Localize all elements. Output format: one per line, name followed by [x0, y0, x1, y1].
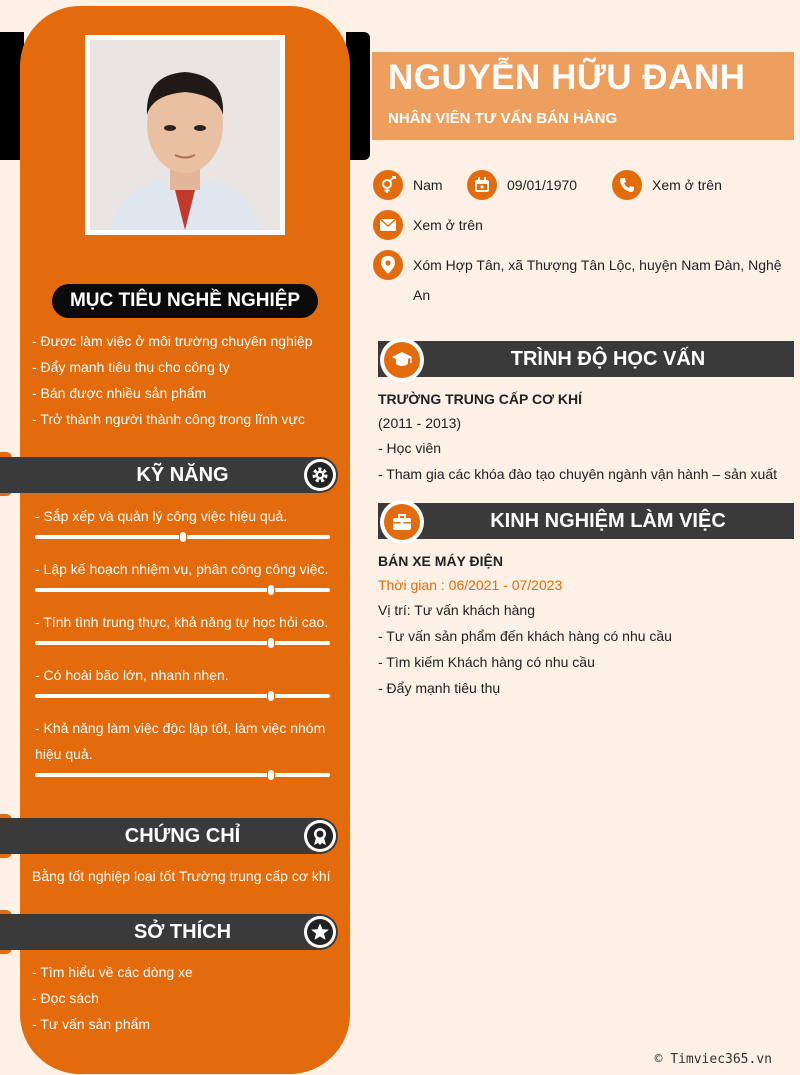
skill-level-knob	[180, 532, 186, 542]
skill-text: - Khả năng làm việc độc lập tốt, làm việc nhóm hiệu quả.	[35, 720, 326, 762]
phone-value: Xem ở trên	[652, 177, 722, 193]
skill-text: - Tính tình trung thực, khả năng tự học hỏi cao.	[35, 614, 329, 630]
list-item: - Tìm hiểu về các dòng xe	[32, 964, 193, 980]
skill-level-bar	[35, 535, 330, 539]
list-item: - Đọc sách	[32, 990, 99, 1006]
skills-header	[0, 457, 338, 493]
list-item: - Được làm việc ở môi trường chuyên nghiệp	[32, 333, 313, 349]
education-period: (2011 - 2013)	[378, 415, 462, 431]
calendar-icon	[467, 170, 497, 200]
skills-title: KỸ NĂNG	[136, 464, 229, 486]
company-name: BÁN XE MÁY ĐIỆN	[378, 553, 503, 569]
skill-level-bar	[35, 588, 330, 592]
experience-period: Thời gian : 06/2021 - 07/2023	[378, 577, 563, 593]
skill-level-bar	[35, 641, 330, 645]
candidate-name: NGUYỄN HỮU ĐANH	[388, 58, 746, 97]
skill-level-bar	[35, 773, 330, 777]
briefcase-icon	[380, 500, 424, 544]
objective-title: MỤC TIÊU NGHỀ NGHIỆP	[52, 284, 318, 318]
education-title: TRÌNH ĐỘ HỌC VẤN	[510, 348, 706, 370]
email-value: Xem ở trên	[413, 217, 483, 233]
medal-icon	[304, 820, 336, 852]
gender-value: Nam	[413, 177, 443, 193]
certificates-header	[0, 818, 338, 854]
list-item: - Bán được nhiều sản phẩm	[32, 385, 207, 401]
education-header	[378, 341, 794, 377]
job-title: NHÂN VIÊN TƯ VẤN BÁN HÀNG	[388, 110, 618, 127]
location-icon	[373, 250, 403, 280]
experience-line: - Đẩy mạnh tiêu thụ	[378, 680, 501, 696]
school-name: TRƯỜNG TRUNG CẤP CƠ KHÍ	[378, 391, 583, 407]
objective-list	[32, 328, 313, 432]
star-icon	[304, 916, 336, 948]
experience-header	[378, 503, 794, 539]
skill-level-knob	[268, 770, 274, 780]
experience-position: Vị trí: Tư vấn khách hàng	[378, 602, 535, 618]
address-value: Xóm Hợp Tân, xã Thượng Tân Lộc, huyện Nam Đàn, Nghệ An	[413, 257, 782, 303]
experience-line: - Tìm kiếm Khách hàng có nhu cầu	[378, 654, 595, 670]
list-item: - Trở thành người thành công trong lĩnh vực	[32, 411, 305, 427]
hobbies-header	[0, 914, 338, 950]
certificate-item: Bằng tốt nghiệp loại tốt Trường trung cấp cơ khí	[32, 868, 331, 884]
education-line: - Tham gia các khóa đào tạo chuyên ngành vận hành – sản xuất	[378, 466, 778, 482]
skill-level-knob	[268, 691, 274, 701]
hobbies-title: SỞ THÍCH	[133, 921, 232, 943]
profile-photo	[85, 35, 285, 235]
experience-title: KINH NGHIỆM LÀM VIỆC	[490, 510, 726, 532]
education-line: - Học viên	[378, 440, 442, 456]
footer-credit: © Timviec365.vn	[654, 1052, 772, 1067]
certificates-title: CHỨNG CHỈ	[124, 825, 241, 847]
list-item: - Tư vấn sản phẩm	[32, 1016, 151, 1032]
skill-text: - Lập kế hoạch nhiệm vụ, phân công công việc.	[35, 561, 329, 577]
gender-icon	[373, 170, 403, 200]
hobbies-list	[32, 959, 193, 1037]
phone-icon	[612, 170, 642, 200]
gear-icon	[304, 459, 336, 491]
skill-level-knob	[268, 585, 274, 595]
email-icon	[373, 210, 403, 240]
birthdate-value: 09/01/1970	[507, 177, 578, 193]
graduation-cap-icon	[380, 338, 424, 382]
skill-text: - Sắp xếp và quản lý công việc hiệu quả.	[35, 508, 288, 524]
experience-line: - Tư vấn sản phẩm đến khách hàng có nhu cầu	[378, 628, 672, 644]
skill-text: - Có hoài bão lớn, nhanh nhẹn.	[35, 667, 229, 683]
skill-level-knob	[268, 638, 274, 648]
list-item: - Đẩy mạnh tiêu thụ cho công ty	[32, 359, 230, 375]
skill-level-bar	[35, 694, 330, 698]
